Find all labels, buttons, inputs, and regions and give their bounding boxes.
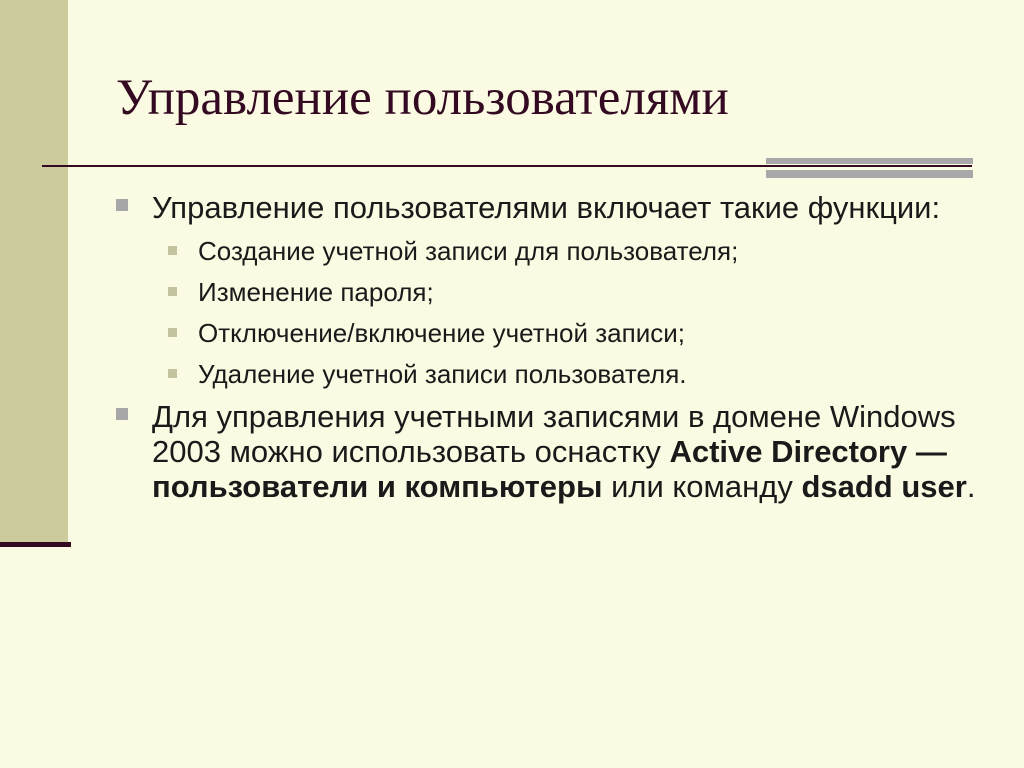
list-item-text: Удаление учетной записи пользователя. — [198, 359, 687, 389]
slide-content — [116, 190, 996, 504]
functions-sublist — [116, 231, 996, 395]
square-bullet-icon — [116, 408, 128, 420]
bullet-functions — [116, 190, 996, 225]
list-item-text: Создание учетной записи для пользователя; — [198, 236, 739, 266]
list-item — [116, 354, 996, 395]
bullet-domain-text-part2: или команду — [602, 469, 802, 504]
title-accent-stripes — [766, 158, 973, 178]
bullet-domain-text-part1: Для управления учетными записями в домене Windows 2003 можно использовать оснастку — [152, 399, 956, 469]
side-accent-bar — [0, 0, 68, 544]
square-bullet-icon — [168, 287, 177, 296]
slide-title: Управление пользователями — [116, 70, 729, 126]
list-item — [116, 313, 996, 354]
list-item — [116, 231, 996, 272]
list-item-text: Изменение пароля; — [198, 277, 434, 307]
accent-stripe-bottom — [766, 170, 973, 178]
square-bullet-icon — [168, 369, 177, 378]
list-item-text: Отключение/включение учетной записи; — [198, 318, 685, 348]
command-name: dsadd user — [801, 469, 967, 504]
snap-in-name: Active Directory — пользователи и компьютеры — [152, 434, 947, 504]
square-bullet-icon — [168, 246, 177, 255]
bullet-domain-tools — [116, 399, 996, 504]
list-item — [116, 272, 996, 313]
bullet-functions-text: Управление пользователями включает такие функции: — [152, 190, 941, 225]
square-bullet-icon — [168, 328, 177, 337]
bullet-domain-text-part3: . — [966, 469, 976, 504]
square-bullet-icon — [116, 199, 128, 211]
accent-stripe-top — [766, 158, 973, 164]
side-bar-underline — [0, 542, 71, 547]
